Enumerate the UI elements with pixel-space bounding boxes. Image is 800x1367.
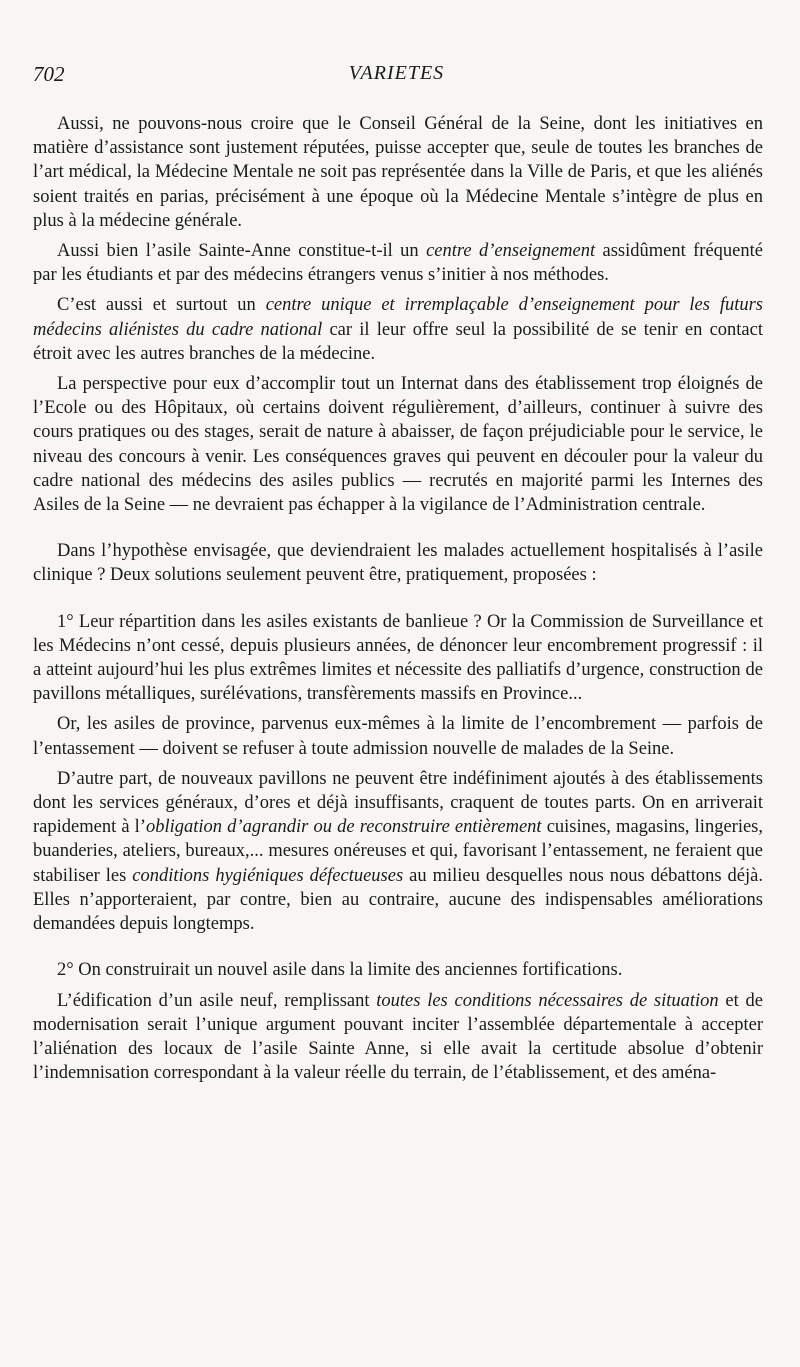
paragraph-9 (33, 958, 763, 982)
text-run: et de modernisation serait l’unique argument pouvant inciter l’assemblée départementale à accepter l’aliénation des locaux de l’asile Sainte Anne, si elle avait la certitude absolue d’obtenir l’indemnisation correspondant à la valeur réelle du terrain, de l’établissement, et des aména- (33, 990, 763, 1084)
paragraph-2 (33, 239, 763, 287)
text-run: car il leur offre seul la possibilité de se tenir en contact étroit avec les autres branches de la médecine. (33, 319, 763, 364)
paragraph-7 (33, 712, 763, 760)
text-run: D’autre part, de nouveaux pavillons ne peuvent être indéfiniment ajoutés à des établissements dont les services généraux, d’ores et déjà insuffisants, craquent de toutes parts. On en arriverait rapidement à l’ (33, 768, 763, 838)
page-header (33, 62, 760, 92)
text-run: 1° Leur répartition dans les asiles existants de banlieue ? Or la Commission de Surveillance et les Médecins n’ont cessé, depuis plusieurs années, de dénoncer leur encombrement progressif : il a atteint aujourd’hui les plus extrêmes limites et nécessite des palliatifs d’urgence, construction de pavillons métalliques, surélévations, transfèrements massifs en Province... (33, 611, 763, 705)
text-run: Or, les asiles de province, parvenus eux-mêmes à la limite de l’encombrement — parfois de l’entassement — doivent se refuser à toute admission nouvelle de malades de la Seine. (33, 714, 763, 759)
paragraph-6 (33, 610, 763, 707)
text-run: Aussi, ne pouvons-nous croire que le Conseil Général de la Seine, dont les initiatives en matière d’assistance sont justement réputées, puisse accepter que, seule de toutes les branches de l’art médical, la Médecine Mentale ne soit pas représentée dans la Ville de Paris, et que les aliénés soient traités en parias, précisément à une époque où la Médecine Mentale s’intègre de plus en plus à la médecine générale. (33, 114, 763, 231)
running-title: VARIETES (348, 62, 445, 84)
paragraph-8 (33, 767, 763, 936)
italic-phrase: conditions hygiéniques défectueuses (132, 865, 404, 886)
italic-phrase: centre unique et irremplaçable d’enseignement pour les futurs médecins aliénistes du cadre national (33, 295, 764, 340)
text-run: assidûment fréquenté par les étudiants et par des médecins étrangers venus s’initier à nos méthodes. (33, 241, 763, 286)
text-run: cuisines, magasins, lingeries, buanderies, ateliers, bureaux,... mesures onéreuses et qui, favorisant l’entassement, ne feraient que stabiliser les (33, 817, 763, 886)
paragraph-3 (33, 293, 763, 366)
paragraph-1 (33, 112, 763, 233)
paragraph-10 (33, 989, 763, 1086)
italic-phrase: centre d’enseignement (426, 241, 596, 262)
text-run: au milieu desquelles nous nous débattons déjà. Elles n’apporteraient, par contre, bien au contraire, aucune des indispensables améliorations demandées depuis longtemps. (33, 865, 763, 935)
text-run: 2° On construirait un nouvel asile dans la limite des anciennes fortifications. (57, 960, 623, 981)
text-run: La perspective pour eux d’accomplir tout un Internat dans des établissement trop éloignés de l’Ecole ou des Hôpitaux, où certains doivent régulièrement, d’ailleurs, continuer à suivre des cours pratiques ou des stages, serait de nature à abaisser, de façon préjudiciable pour le service, le niveau des concours à venir. Les conséquences graves qui peuvent en découler pour la valeur du cadre national des médecins des asiles publics — recrutés en majorité parmi les Internes des Asiles de la Seine — ne devraient pas échapper à la vigilance de l’Administration centrale. (33, 374, 763, 516)
text-run: C’est aussi et surtout un (57, 295, 266, 316)
text-run: Dans l’hypothèse envisagée, que deviendraient les malades actuellement hospitalisés à l’asile clinique ? Deux solutions seulement peuvent être, pratiquement, proposées : (33, 541, 763, 586)
paragraph-4 (33, 372, 763, 517)
italic-phrase: toutes les conditions nécessaires de situation (376, 990, 719, 1011)
paragraph-5 (33, 539, 763, 587)
text-run: Aussi bien l’asile Sainte-Anne constitue-t-il un (57, 241, 427, 262)
italic-phrase: obligation d’agrandir ou de reconstruire entièrement (145, 817, 542, 838)
text-run: L’édification d’un asile neuf, remplissant (57, 990, 377, 1011)
article-body (33, 112, 763, 1091)
page-number: 702 (33, 62, 65, 86)
